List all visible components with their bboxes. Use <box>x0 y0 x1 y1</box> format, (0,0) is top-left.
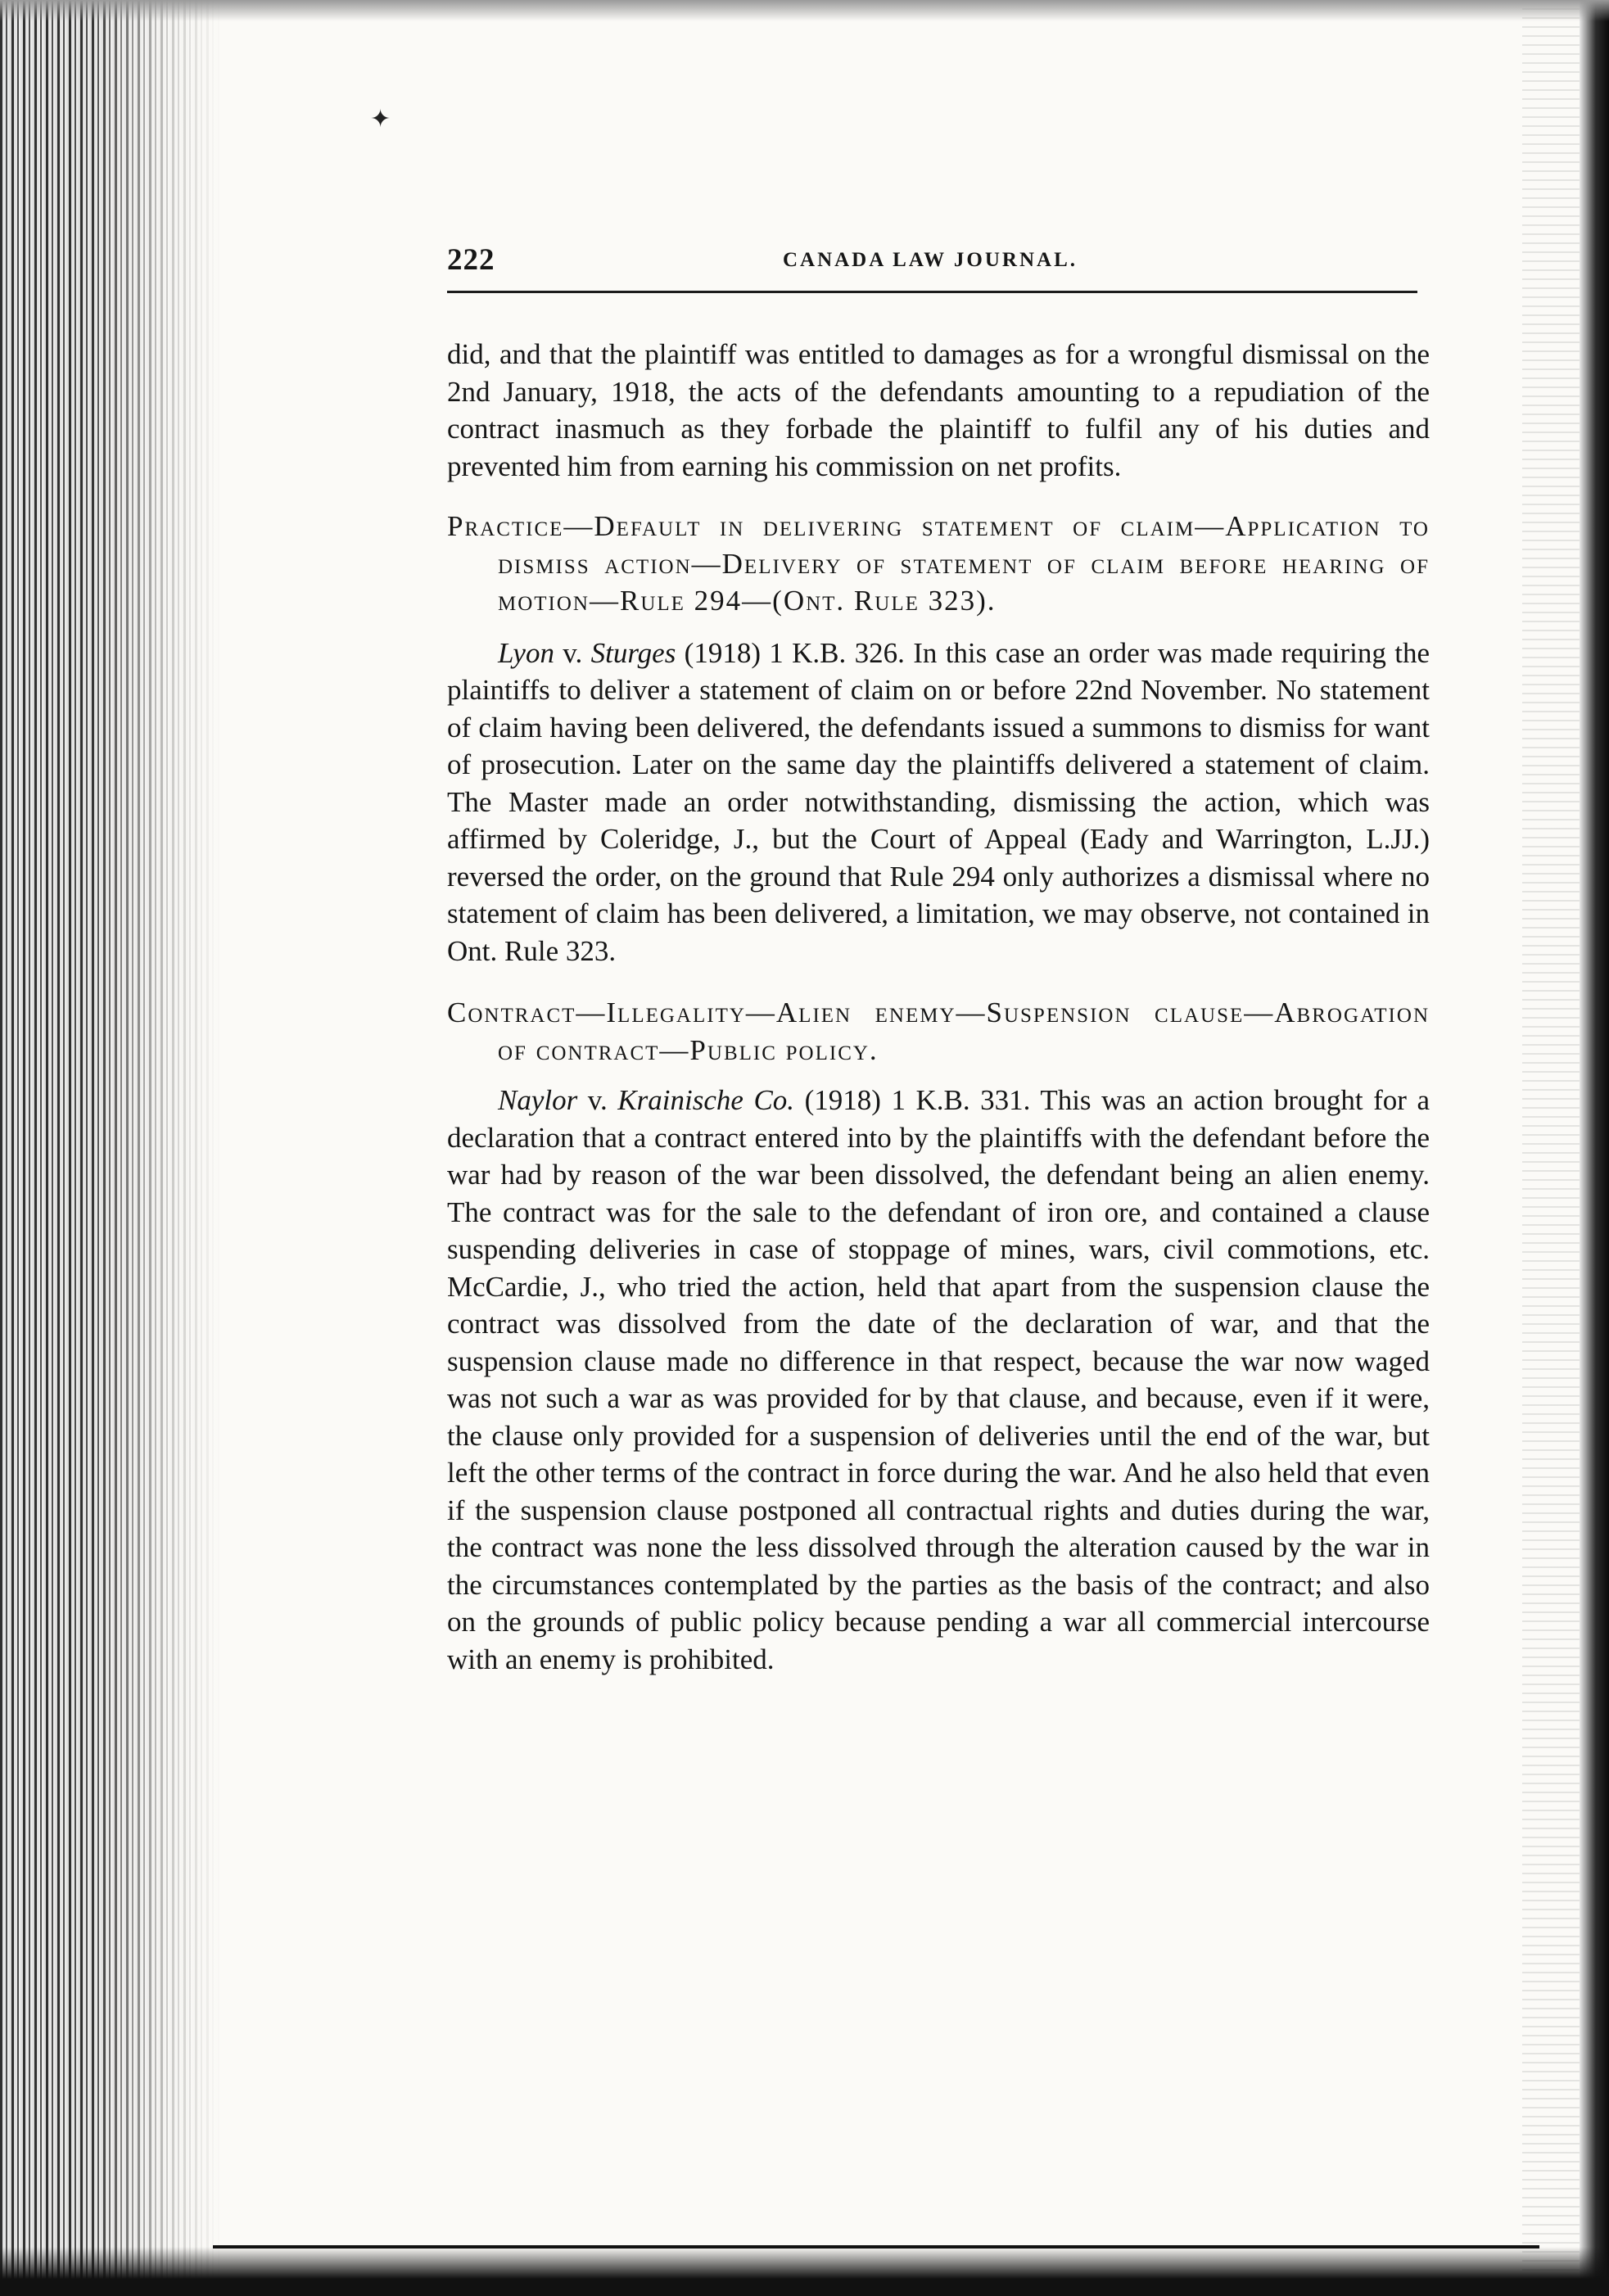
scan-mark-icon: ✦ <box>370 106 391 133</box>
section-heading-practice: Practice—Default in delivering statement of claim—Application to dismiss action—Delivery of statement of claim before hearing of motion—Rule 294—(Ont. Rule 323). <box>447 510 1430 617</box>
case-versus: v. <box>554 636 591 669</box>
case-text: This was an action brought for a declaration that a contract entered into by the plaintiffs with the defendant before the war had by reason of the war been dissolved, the defendant being an alien enemy. The contract was for the sale to the defendant of iron ore, and contained a clause suspending deliveries in case of stoppage of mines, wars, civil commotions, etc. McCardie, J., who tried the action, held that apart from the suspension clause the contract was dissolved from the date of the declaration of war, and that the suspension clause made no difference in that respect, because the war now waged was not such a war as was provided for by that clause, and because, even if it were, the clause only provided for a suspension of deliveries until the end of the war, but left the other terms of the contract in force during the war. And he also held that even if the suspension clause postponed all contractual rights and duties during the war, the contract was none the less dissolved through the alteration caused by the war in the circumstances contemplated by the parties as the basis of the contract; and also on the grounds of public policy because pending a war all commercial intercourse with an enemy is prohibited. <box>447 1084 1430 1675</box>
case-paragraph-naylor <box>447 1082 1430 1678</box>
case-versus: v. <box>577 1084 618 1116</box>
right-page-edge <box>1580 0 1609 2296</box>
page-body <box>447 336 1430 1678</box>
right-edge-speckle <box>1522 0 1580 2296</box>
header-rule <box>447 291 1417 293</box>
top-page-edge <box>0 0 1609 21</box>
case-name-b: Krainische Co. <box>617 1084 795 1116</box>
page-number: 222 <box>447 243 495 277</box>
running-header <box>447 239 1413 288</box>
binding-fade <box>90 0 221 2296</box>
section-heading-contract: Contract—Illegality—Alien enemy—Suspension clause—Abrogation of contract—Public policy. <box>447 997 1430 1066</box>
case-paragraph-lyon <box>447 635 1430 970</box>
case-name-b: Sturges <box>590 636 676 669</box>
case-citation: (1918) 1 K.B. 331. <box>794 1084 1031 1116</box>
bottom-page-edge <box>0 2247 1609 2296</box>
case-text: In this case an order was made requiring the plaintiffs to deliver a statement of claim on or before 22nd November. No statement of claim having been delivered, the defendants issued a summons to dismiss for want of prosecution. Later on the same day the plaintiffs delivered a statement of claim. The Master made an order notwithstanding, dismissing the action, which was affirmed by Coleridge, J., but the Court of Appeal (Eady and Warrington, L.JJ.) reversed the order, on the ground that Rule 294 only authorizes a dismissal where no statement of claim has been delivered, a limitation, we may observe, not contained in Ont. Rule 323. <box>447 636 1430 967</box>
case-citation: (1918) 1 K.B. 326. <box>676 636 905 669</box>
journal-title: CANADA LAW JOURNAL. <box>782 249 1078 271</box>
paragraph-continued: did, and that the plaintiff was entitled to damages as for a wrongful dismissal on the 2nd January, 1918, the acts of the defendants amounting to a repudiation of the contract inasmuch as they forbade the plaintiff to fulfil any of his duties and prevented him from earning his commission on net profits. <box>447 338 1430 482</box>
case-name-a: Naylor <box>498 1084 578 1116</box>
case-name-a: Lyon <box>498 636 554 669</box>
